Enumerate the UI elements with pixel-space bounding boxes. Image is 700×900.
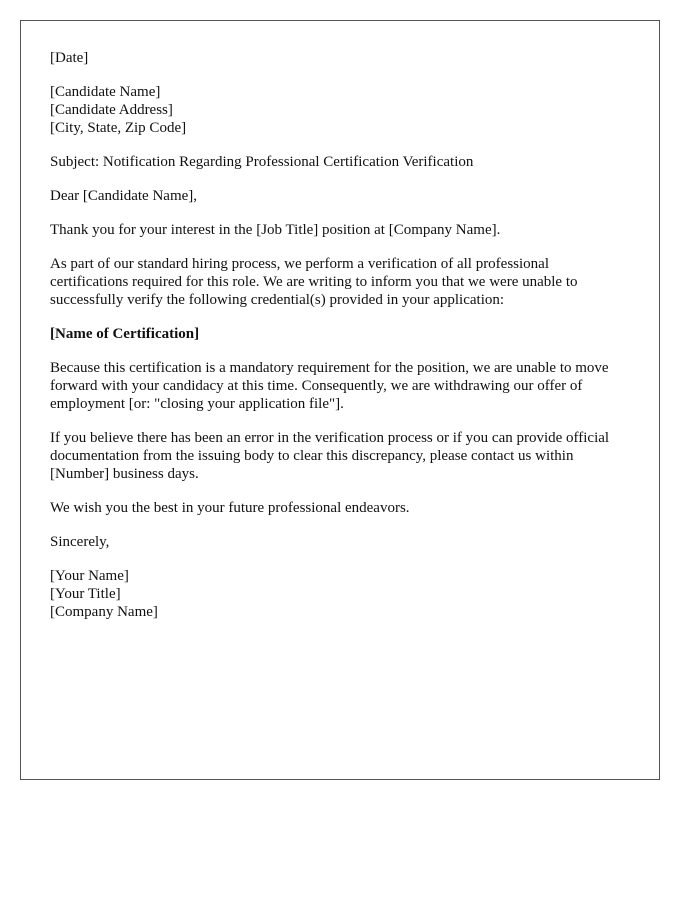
paragraph-intro (50, 221, 630, 239)
paragraph-text: As part of our standard hiring process, we perform a verification of all professional certifications required for this role. We are writing to inform you that we were unable to successfully verify the following credential(s) provided in your application: (50, 256, 578, 308)
paragraph-well-wishes (50, 499, 630, 517)
signature-block (50, 567, 630, 621)
paragraph-text: Thank you for your interest in the [Job Title] position at [Company Name]. (50, 222, 501, 238)
signature-title: [Your Title] (50, 586, 121, 602)
subject-block (50, 153, 630, 171)
recipient-name: [Candidate Name] (50, 84, 161, 100)
paragraph-text: We wish you the best in your future professional endeavors. (50, 500, 410, 516)
closing-block (50, 533, 630, 551)
recipient-city-state-zip: [City, State, Zip Code] (50, 120, 187, 136)
salutation-block (50, 187, 630, 205)
certification-name-block (50, 325, 630, 343)
letter-subject: Subject: Notification Regarding Professional Certification Verification (50, 154, 474, 170)
paragraph-text: Because this certification is a mandatory requirement for the position, we are unable to move forward with your candidacy at this time. Consequently, we are withdrawing our offer of employment [or: "closing your application file"]. (50, 360, 609, 412)
paragraph-appeal (50, 429, 630, 483)
letter-body (50, 49, 630, 637)
recipient-address-block (50, 83, 630, 137)
letter-salutation: Dear [Candidate Name], (50, 188, 198, 204)
signature-name: [Your Name] (50, 568, 129, 584)
signature-company: [Company Name] (50, 604, 158, 620)
certification-name: [Name of Certification] (50, 326, 200, 342)
paragraph-verification (50, 255, 630, 309)
date-block (50, 49, 630, 67)
letter-closing: Sincerely, (50, 534, 110, 550)
paragraph-withdrawal (50, 359, 630, 413)
letter-date: [Date] (50, 50, 89, 66)
recipient-address: [Candidate Address] (50, 102, 173, 118)
paragraph-text: If you believe there has been an error in the verification process or if you can provide official documentation from the issuing body to clear this discrepancy, please contact us within [Number] business days. (50, 430, 610, 482)
letter-page (20, 20, 660, 780)
